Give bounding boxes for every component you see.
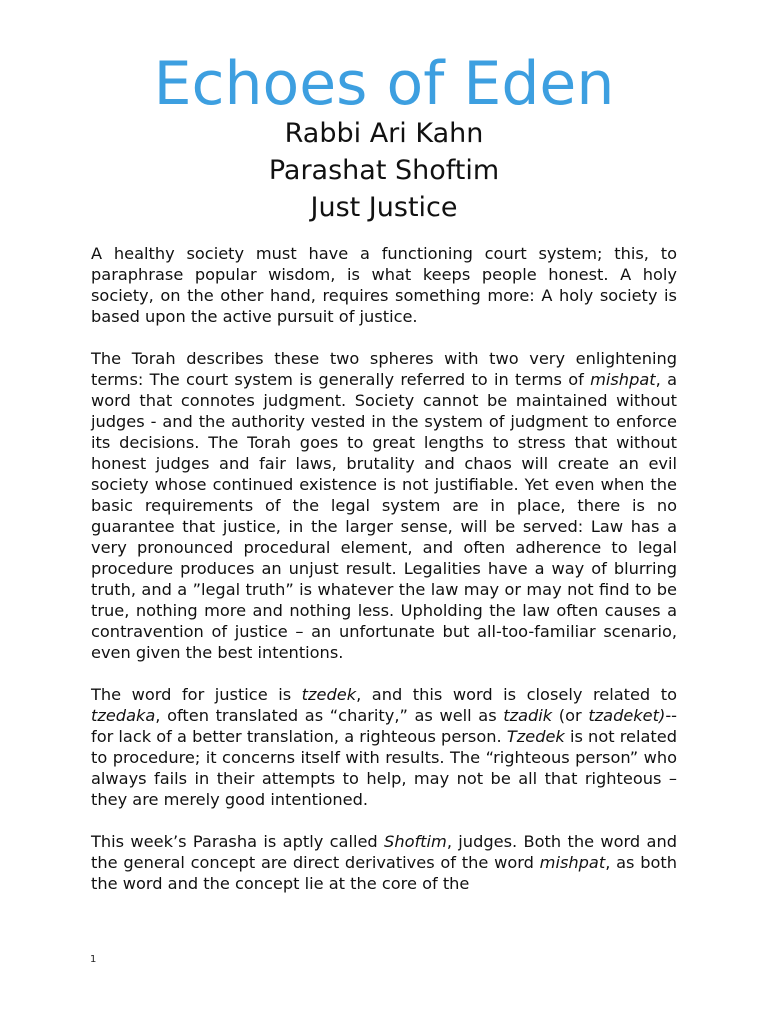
parasha-name: Parashat Shoftim: [268, 155, 500, 186]
author-name: Rabbi Ari Kahn: [284, 118, 484, 149]
paragraph-2: [91, 348, 677, 663]
text-run: , as both the word and the concept lie at the core of the: [91, 853, 678, 893]
text-run: , often translated as “charity,” as well as: [155, 706, 504, 725]
text-run: The Torah describes these two spheres with two very enlightening terms: The court system is generally referred to in terms of: [91, 349, 677, 389]
article-body: [91, 243, 677, 915]
italic-term: mishpat: [590, 370, 656, 389]
italic-term: tzadeket): [588, 706, 666, 725]
italic-term: mishpat: [539, 853, 606, 872]
document-title: Echoes of Eden: [153, 49, 615, 119]
paragraph-3: [91, 684, 677, 810]
text-run: -- for lack of a better translation, a righteous person.: [91, 706, 677, 746]
text-run: is not related to procedure; it concerns itself with results. The “righteous person” who always fails in their attempts to help, may not be all that righteous – they are merely good intentioned.: [91, 727, 677, 809]
text-run: , a word that connotes judgment. Society cannot be maintained without judges - and the authority vested in the system of judgment to enforce its decisions. The Torah goes to great lengths to stress that without honest judges and fair laws, brutality and chaos will create an evil society whose continued existence is not justifiable. Yet even when the basic requirements of the legal system are in place, there is no guarantee that justice, in the larger sense, will be served: Law has a very pronounced procedural element, and often adherence to legal procedure produces an unjust result. Legalities have a way of blurring truth, and a ”legal truth” is whatever the law may or may not find to be true, nothing more and nothing less. Upholding the law often causes a contravention of justice – an unfortunate but all-too-familiar scenario, even given the best intentions.: [91, 370, 677, 662]
page-number: 1: [90, 954, 97, 965]
italic-term: tzadik: [503, 706, 553, 725]
italic-term: Tzedek: [506, 727, 565, 746]
italic-term: Shoftim: [384, 832, 447, 851]
text-run: This week’s Parasha is aptly called: [91, 832, 385, 851]
italic-term: tzedek: [301, 685, 357, 704]
paragraph-4: [91, 831, 677, 894]
text-run: , judges. Both the word and the general concept are direct derivatives of the word: [91, 832, 677, 872]
document-subtitles: [0, 115, 768, 226]
article-title: Just Justice: [310, 192, 458, 223]
text-run: The word for justice is: [91, 685, 302, 704]
text-run: (or: [552, 706, 589, 725]
text-run: , and this word is closely related to: [356, 685, 677, 704]
italic-term: tzedaka: [91, 706, 156, 725]
paragraph-1: A healthy society must have a functioning court system; this, to paraphrase popular wisdom, is what keeps people honest. A holy society, on the other hand, requires something more: A holy society is based upon the active pursuit of justice.: [91, 244, 677, 326]
